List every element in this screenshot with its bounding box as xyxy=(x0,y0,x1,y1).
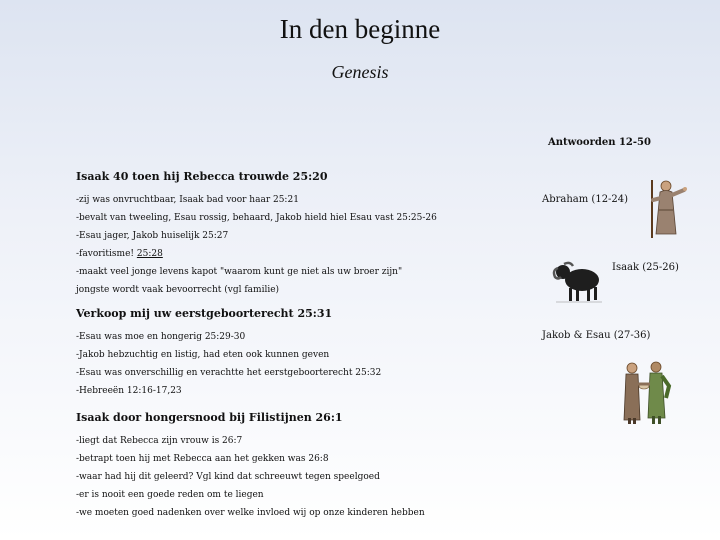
page-subtitle: Genesis xyxy=(331,62,389,82)
verse-reference: 25:28 xyxy=(136,249,163,259)
text-line: -Hebreeën 12:16-17,23 xyxy=(76,386,182,396)
answer-isaak: Isaak (25-26) xyxy=(612,262,679,273)
text-line: -Esau was moe en hongerig 25:29-30 xyxy=(76,332,246,342)
text-line: -bevalt van tweeling, Esau rossig, behaard, Jakob hield hiel Esau vast 25:25-26 xyxy=(76,213,437,223)
answer-abraham: Abraham (12-24) xyxy=(542,194,629,205)
text-line: -Jakob hebzuchtig en listig, had eten ook kunnen geven xyxy=(76,350,330,360)
text-fragment: -favoritisme! xyxy=(76,249,137,259)
text-line: -betrapt toen hij met Rebecca aan het gekken was 26:8 xyxy=(76,454,329,464)
text-line: -waar had hij dit geleerd? Vgl kind dat schreeuwt tegen speelgoed xyxy=(76,472,380,482)
monk-figure-icon xyxy=(644,176,690,240)
text-line: -maakt veel jonge levens kapot "waarom kunt ge niet als uw broer zijn" xyxy=(76,267,403,277)
section-heading: Isaak 40 toen hij Rebecca trouwde 25:20 xyxy=(76,170,328,183)
text-line: -Esau was onverschillig en verachtte het eerstgeboorterecht 25:32 xyxy=(76,368,382,378)
text-line: -we moeten goed nadenken over welke invloed wij op onze kinderen hebben xyxy=(76,508,425,518)
section-heading: Isaak door hongersnood bij Filistijnen 26:1 xyxy=(76,411,343,424)
text-line: -zij was onvruchtbaar, Isaak bad voor haar 25:21 xyxy=(76,195,299,205)
text-line-favoritism xyxy=(76,245,536,263)
page-title: In den beginne xyxy=(279,14,441,44)
answer-jakob-esau: Jakob & Esau (27-36) xyxy=(542,330,651,341)
black-ram-icon xyxy=(552,258,604,304)
two-brothers-icon xyxy=(618,360,674,426)
answers-heading: Antwoorden 12-50 xyxy=(548,137,651,148)
text-line: -Esau jager, Jakob huiselijk 25:27 xyxy=(76,231,229,241)
text-line: -liegt dat Rebecca zijn vrouw is 26:7 xyxy=(76,436,243,446)
text-line: jongste wordt vaak bevoorrecht (vgl familie) xyxy=(76,285,280,295)
section-heading: Verkoop mij uw eerstgeboorterecht 25:31 xyxy=(76,307,333,320)
section-philistines xyxy=(76,411,536,522)
text-line: -er is nooit een goede reden om te liegen xyxy=(76,490,264,500)
section-birthright xyxy=(76,307,536,400)
section-isaak-marriage xyxy=(76,170,536,299)
